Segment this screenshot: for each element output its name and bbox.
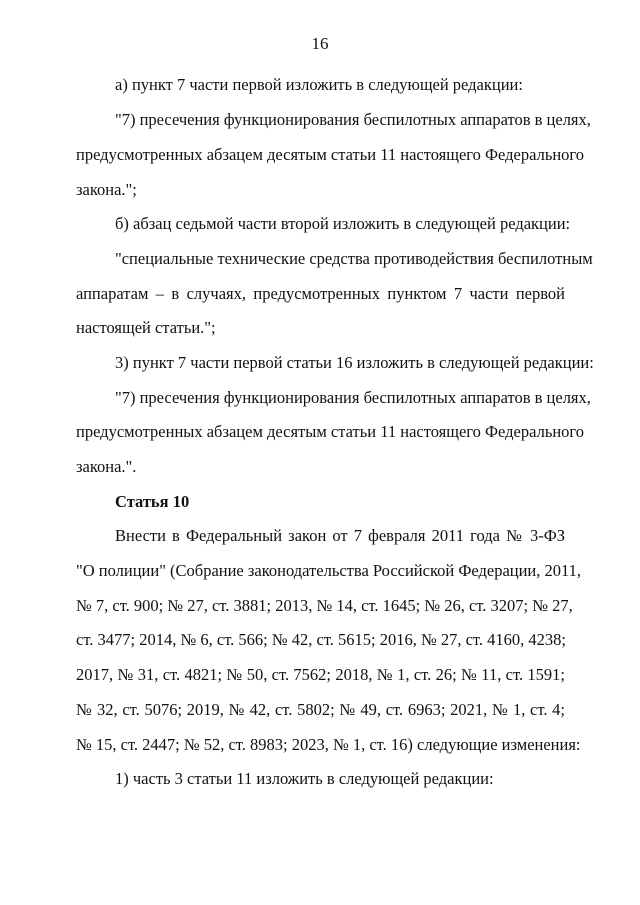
paragraph-line: аппаратам – в случаях, предусмотренных пунктом 7 части первой xyxy=(76,284,565,303)
paragraph-line: "7) пресечения функционирования беспилотных аппаратов в целях, xyxy=(115,388,591,407)
paragraph-line: "О полиции" (Собрание законодательства Российской Федерации, 2011, xyxy=(76,561,582,580)
article-heading: Статья 10 xyxy=(115,492,190,511)
paragraph-line: предусмотренных абзацем десятым статьи 11 настоящего Федерального xyxy=(76,422,585,441)
paragraph-line: 1) часть 3 статьи 11 изложить в следующей редакции: xyxy=(115,769,494,788)
paragraph-line: ст. 3477; 2014, № 6, ст. 566; № 42, ст. 5615; 2016, № 27, ст. 4160, 4238; xyxy=(76,630,566,649)
paragraph-line: "специальные технические средства противодействия беспилотным xyxy=(115,249,593,268)
paragraph-line: закона."; xyxy=(76,180,137,199)
paragraph-line: "7) пресечения функционирования беспилотных аппаратов в целях, xyxy=(115,110,591,129)
paragraph-line: а) пункт 7 части первой изложить в следующей редакции: xyxy=(115,75,523,94)
paragraph-line: 2017, № 31, ст. 4821; № 50, ст. 7562; 2018, № 1, ст. 26; № 11, ст. 1591; xyxy=(76,665,565,684)
paragraph-line: настоящей статьи."; xyxy=(76,318,216,337)
paragraph-line: № 32, ст. 5076; 2019, № 42, ст. 5802; № 49, ст. 6963; 2021, № 1, ст. 4; xyxy=(76,700,565,719)
paragraph-line: предусмотренных абзацем десятым статьи 11 настоящего Федерального xyxy=(76,145,585,164)
page-number: 16 xyxy=(311,34,329,53)
paragraph-line: Внести в Федеральный закон от 7 февраля 2011 года № 3-ФЗ xyxy=(115,526,565,545)
paragraph-line: № 15, ст. 2447; № 52, ст. 8983; 2023, № 1, ст. 16) следующие изменения: xyxy=(76,735,581,754)
paragraph-line: б) абзац седьмой части второй изложить в следующей редакции: xyxy=(115,214,571,233)
paragraph-line: закона.". xyxy=(76,457,137,476)
paragraph-line: 3) пункт 7 части первой статьи 16 изложить в следующей редакции: xyxy=(115,353,594,372)
paragraph-line: № 7, ст. 900; № 27, ст. 3881; 2013, № 14, ст. 1645; № 26, ст. 3207; № 27, xyxy=(76,596,573,615)
